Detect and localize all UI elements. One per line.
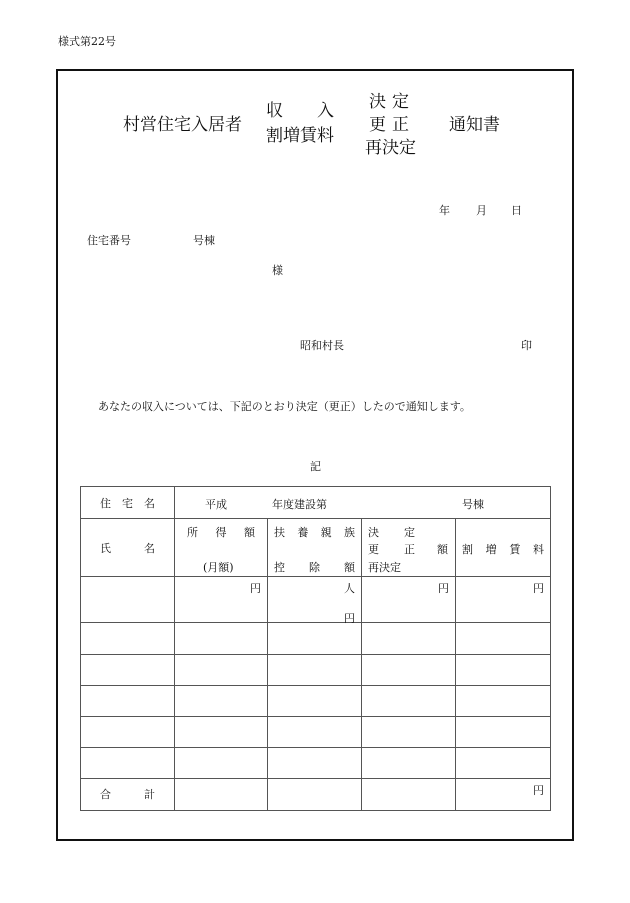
decision-cell[interactable]: [362, 623, 456, 654]
correction-char-1: 更: [368, 543, 379, 557]
total-label-cell: [81, 778, 175, 810]
surcharge-header-cell: [456, 519, 551, 577]
income-header-cell: [175, 519, 268, 577]
dependents-label-char: 親: [320, 526, 332, 540]
yen-unit: 円: [438, 582, 449, 596]
era-label: 平成: [205, 498, 227, 511]
deduction-label-char: 額: [344, 561, 355, 575]
name-cell[interactable]: [81, 623, 175, 654]
dependents-cell[interactable]: [268, 716, 362, 747]
dependents-cell[interactable]: [268, 623, 362, 654]
table-row: [81, 716, 551, 747]
surcharge-cell[interactable]: [456, 716, 551, 747]
name-cell[interactable]: [81, 577, 175, 623]
decision-cell[interactable]: [362, 716, 456, 747]
dependents-label-char: 扶: [274, 526, 285, 540]
date-day: 日: [511, 204, 522, 217]
dependents-label-char: 養: [297, 526, 309, 540]
yen-unit: 円: [250, 582, 261, 596]
dependents-header-cell: [268, 519, 362, 577]
dependents-cell[interactable]: [268, 685, 362, 716]
name-cell[interactable]: [81, 747, 175, 778]
table-row: [81, 685, 551, 716]
surcharge-label: [456, 541, 550, 557]
person-unit: 人: [344, 582, 355, 596]
deduction-label-char: 控: [274, 561, 285, 575]
form-number: 様式第22号: [58, 35, 116, 48]
income-label-char: 所: [187, 526, 198, 540]
surcharge-label-char: 増: [485, 543, 497, 557]
total-dependents-cell[interactable]: [268, 778, 362, 810]
header-row: [81, 519, 551, 577]
income-sub-label: (月額): [203, 561, 234, 575]
yen-unit: 円: [533, 783, 544, 797]
income-cell[interactable]: [175, 747, 268, 778]
table-row: [81, 623, 551, 654]
title-surcharge: 割増賃料: [266, 126, 334, 146]
building-label: 号棟: [193, 234, 215, 247]
surcharge-cell[interactable]: [456, 577, 551, 623]
dependents-cell[interactable]: [268, 747, 362, 778]
surcharge-label-char: 割: [462, 543, 473, 557]
total-label: 合 計: [100, 788, 155, 802]
table-row: [81, 577, 551, 623]
income-label-char: 額: [244, 526, 255, 540]
name-label-cell: [81, 519, 175, 577]
decision-cell[interactable]: [362, 747, 456, 778]
table-row: [81, 654, 551, 685]
decision-cell[interactable]: [362, 577, 456, 623]
income-label-char: 得: [215, 526, 227, 540]
name-cell[interactable]: [81, 716, 175, 747]
title-option-correction: 更正: [369, 115, 415, 135]
ki-heading: 記: [310, 460, 321, 473]
year-built-label: 年度建設第: [272, 498, 327, 511]
surcharge-label-char: 賃: [509, 543, 521, 557]
name-label: 氏 名: [100, 541, 155, 555]
deduction-label-char: 除: [309, 561, 320, 575]
surcharge-cell[interactable]: [456, 685, 551, 716]
building-no-label: 号棟: [462, 498, 484, 511]
decision-cell[interactable]: [362, 685, 456, 716]
housing-number-label: 住宅番号: [87, 234, 131, 247]
income-cell[interactable]: [175, 623, 268, 654]
income-label: [181, 524, 261, 540]
seal-mark: 印: [521, 339, 532, 352]
date-year: 年: [439, 204, 450, 217]
yen-unit: 円: [344, 612, 355, 626]
surcharge-label-char: 料: [532, 543, 544, 557]
issuer-name: 昭和村長: [300, 339, 344, 352]
housing-name-row: [81, 487, 551, 519]
surcharge-cell[interactable]: [456, 623, 551, 654]
total-income-cell[interactable]: [175, 778, 268, 810]
total-surcharge-cell[interactable]: [456, 778, 551, 810]
income-cell[interactable]: [175, 716, 268, 747]
dependents-label-char: 族: [343, 526, 355, 540]
notice-text: あなたの収入については、下記のとおり決定（更正）したので通知します。: [98, 400, 471, 413]
title-income: 収 入: [266, 101, 334, 121]
total-row: [81, 778, 551, 810]
dependents-cell[interactable]: [268, 577, 362, 626]
decision-char-1: 決: [368, 526, 379, 540]
date-month: 月: [476, 204, 487, 217]
housing-name-label-cell: [81, 487, 175, 519]
dependents-label: [268, 524, 361, 540]
income-cell[interactable]: [175, 577, 268, 623]
title-lead: 村営住宅入居者: [123, 115, 242, 135]
title-tail: 通知書: [449, 115, 500, 135]
name-cell[interactable]: [81, 685, 175, 716]
title-option-decision: 決定: [369, 92, 415, 112]
honorific: 様: [272, 264, 283, 277]
correction-char-3: 額: [437, 543, 448, 557]
redecision-label: 再決定: [368, 561, 401, 575]
table-row: [81, 747, 551, 778]
correction-char-2: 正: [404, 543, 415, 557]
decision-header-cell: [362, 519, 456, 577]
yen-unit: 円: [533, 582, 544, 596]
income-cell[interactable]: [175, 685, 268, 716]
housing-name-label: 住 宅 名: [100, 496, 155, 510]
detail-table: [80, 486, 551, 811]
deduction-label: [268, 559, 361, 575]
title-option-redecision: 再決定: [365, 138, 416, 158]
decision-char-2: 定: [404, 526, 415, 540]
income-cell[interactable]: [175, 654, 268, 685]
name-cell[interactable]: [81, 654, 175, 685]
housing-name-value-cell: [175, 487, 551, 519]
dependents-cell[interactable]: [268, 654, 362, 685]
decision-cell[interactable]: [362, 654, 456, 685]
surcharge-cell[interactable]: [456, 654, 551, 685]
surcharge-cell[interactable]: [456, 747, 551, 778]
total-decision-cell[interactable]: [362, 778, 456, 810]
